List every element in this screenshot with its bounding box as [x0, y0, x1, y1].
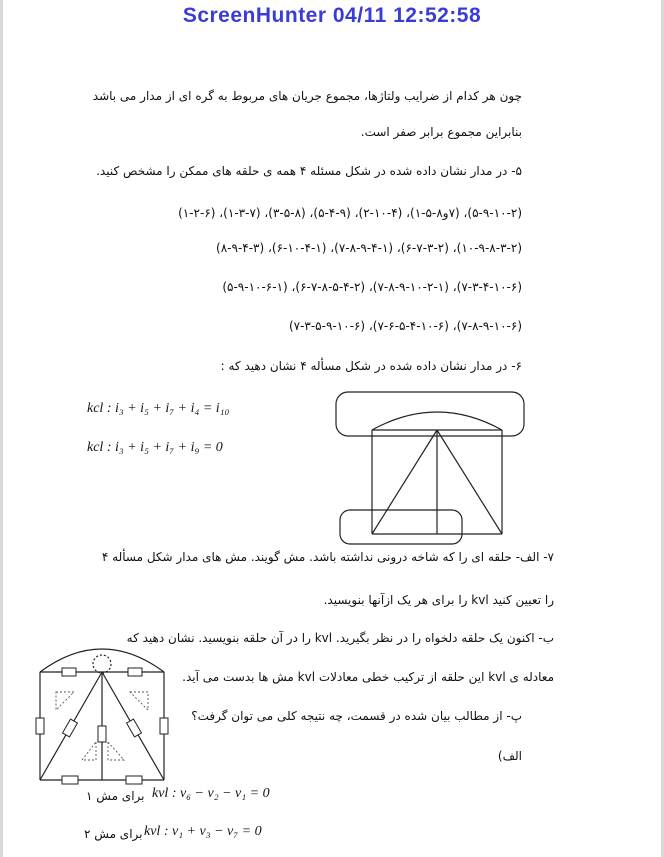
kcl-equation-1: kcl : i₃ + i₅ + i₇ + i₄ = i₁₀: [87, 401, 230, 416]
kvl-mesh-2-equation: kvl : v₁ + v₃ − v₇ = 0: [144, 824, 262, 839]
circuit-top-arc: [372, 412, 502, 430]
mesh-2-label: برای مش ۲: [84, 827, 143, 841]
q7-mesh-arrow-2: [130, 692, 148, 710]
question-5-title: ۵- در مدار نشان داده شده در شکل مسئله ۴ همه ی حلقه های ممکن را مشخص کنید.: [96, 164, 522, 178]
question-7b-line-2: معادله ی kvl این حلقه از ترکیب خطی معادلات kvl مش ها بدست می آید.: [182, 670, 554, 684]
kvl-mesh-1-equation: kvl : v₆ − v₂ − v₁ = 0: [152, 786, 270, 801]
q7-resistor-bottom-right: [126, 776, 142, 784]
loop-list-row-3: (۷-۳-۴-۱۰-۶)، (۷-۸-۹-۱۰-۲-۱)، (۶-۷-۸-۵-۴-۲)، (۵-۹-۱۰-۶-۱): [222, 280, 522, 294]
circuit-figure-q6: [330, 388, 530, 548]
question-7a-line-2: را تعیین کنید kvl را برای هر یک ازآنها بنویسید.: [323, 593, 554, 607]
q7-resistor-right-diagonal: [127, 719, 142, 737]
q7-mesh-arrow-3: [82, 742, 96, 760]
window-left-border: [0, 0, 3, 857]
q7-resistor-left-diagonal: [63, 719, 78, 737]
loop-list-row-1: (۵-۹-۱۰-۲)، (۷و۸-۵-۱)، (۴-۱۰-۲)، (۹-۴-۵)، (۸-۵-۳)، (۷-۳-۱)، (۶-۲-۱): [178, 206, 522, 220]
q7-mesh-arrow-4: [108, 742, 124, 760]
q7-resistor-right: [160, 718, 168, 734]
paragraph-line-2: بنابراین مجموع برابر صفر است.: [360, 125, 522, 139]
q7-resistor-left: [36, 718, 44, 734]
answer-alef-label: الف): [497, 749, 522, 763]
q7-top-node-marker: [93, 655, 111, 673]
q7-mesh-arrow-1: [56, 692, 74, 710]
screenhunter-watermark: ScreenHunter 04/11 12:52:58: [182, 4, 482, 27]
cut-set-ellipse-top: [336, 392, 524, 436]
question-7a-line-1: ۷- الف- حلقه ای را که شاخه درونی نداشته باشد. مش گویند. مش های مدار شکل مسأله ۴: [101, 550, 554, 564]
circuit-right-diagonal: [437, 430, 502, 534]
question-7p-line: پ- از مطالب بیان شده در قسمت، چه نتیجه کلی می توان گرفت؟: [191, 709, 522, 723]
q7-top-arc: [40, 649, 164, 672]
loop-list-row-2: (۱۰-۹-۸-۳-۲)، (۶-۷-۳-۲)، (۷-۸-۹-۴-۱)، (۶-۱۰-۴-۱)، (۸-۹-۴-۳): [216, 241, 522, 255]
q7-resistor-bottom-left: [62, 776, 78, 784]
q7-resistor-middle: [98, 726, 106, 742]
cut-set-ellipse-bottom: [340, 510, 462, 544]
question-6-title: ۶- در مدار نشان داده شده در شکل مسأله ۴ نشان دهید که :: [220, 359, 522, 373]
loop-list-row-4: (۷-۸-۹-۱۰-۶)، (۷-۶-۵-۴-۱۰-۶)، (۷-۳-۵-۹-۱۰-۶): [288, 319, 522, 333]
mesh-1-label: برای مش ۱: [86, 789, 145, 803]
circuit-left-diagonal: [372, 430, 437, 534]
circuit-figure-q7: [12, 630, 192, 788]
q7-resistor-top-left: [62, 668, 76, 676]
kcl-equation-2: kcl : i₃ + i₅ + i₇ + i₉ = 0: [87, 440, 223, 455]
q7-resistor-top-right: [128, 668, 142, 676]
paragraph-line-1: چون هر کدام از ضرایب ولتاژها، مجموع جریان های مربوط به گره ای از مدار می باشد: [92, 89, 522, 103]
question-7b-line-1: ب- اکنون یک حلقه دلخواه را در نظر بگیرید. kvl را در آن حلقه بنویسید. نشان دهید که: [126, 631, 554, 645]
